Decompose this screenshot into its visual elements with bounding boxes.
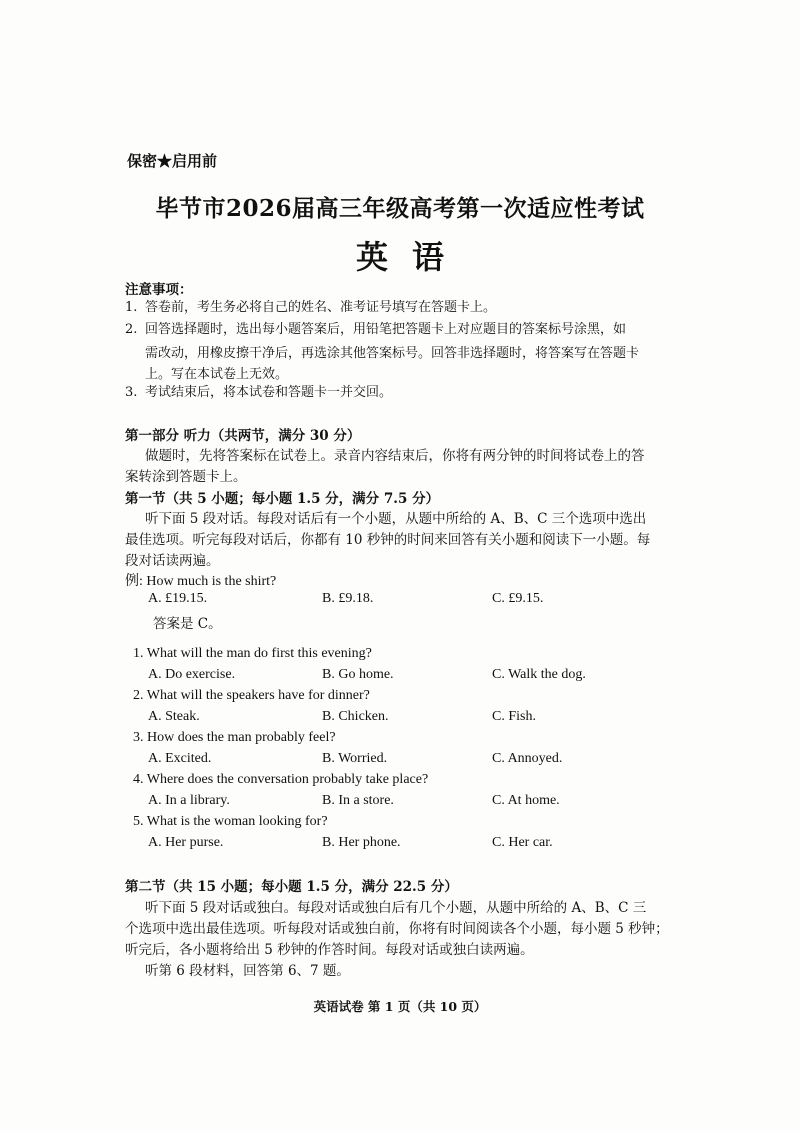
question-5-option-a: A. Her purse. <box>148 835 224 850</box>
confidential-label: 保密★启用前 <box>127 152 218 170</box>
note-item-2 <box>125 320 626 340</box>
question-2-option-c: C. Fish. <box>492 709 536 724</box>
question-5-option-b: B. Her phone. <box>322 835 401 850</box>
question-4-option-a: A. In a library. <box>148 793 230 808</box>
note-text-cont: 需改动，用橡皮擦干净后，再选涂其他答案标号。回答非选择题时，将答案写在答题卡 <box>145 346 640 361</box>
example-question: 例: How much is the shirt? <box>125 574 277 589</box>
section1-heading: 第一节（共 5 小题；每小题 1.5 分，满分 7.5 分） <box>125 491 440 507</box>
part1-intro-line: 做题时，先将答案标在试卷上。录音内容结束后，你将有两分钟的时间将试卷上的答 <box>145 448 645 464</box>
question-4-option-c: C. At home. <box>492 793 560 808</box>
example-option-b: B. £9.18. <box>322 591 374 606</box>
example-option-a: A. £19.15. <box>148 591 208 606</box>
part1-heading: 第一部分 听力（共两节，满分 30 分） <box>125 428 361 444</box>
question-1-option-a: A. Do exercise. <box>148 667 236 682</box>
example-answer: 答案是 C。 <box>153 616 222 632</box>
question-3-option-c: C. Annoyed. <box>492 751 563 766</box>
page-footer: 英语试卷 第 1 页（共 10 页） <box>313 999 487 1014</box>
exam-title: 毕节市2026届高三年级高考第一次适应性考试 <box>155 195 645 222</box>
example-option-c: C. £9.15. <box>492 591 544 606</box>
section2-instruction-line: 个选项中选出最佳选项。听每段对话或独白前，你将有时间阅读各个小题，每小题 5 秒钟； <box>125 921 669 937</box>
note-text: 考试结束后，将本试卷和答题卡一并交回。 <box>145 385 393 400</box>
note-text: 回答选择题时，选出每小题答案后，用铅笔把答题卡上对应题目的答案标号涂黑，如 <box>145 322 627 337</box>
section2-instruction-line: 听下面 5 段对话或独白。每段对话或独白后有几个小题，从题中所给的 A、B、C 三 <box>145 900 647 916</box>
notes-title: 注意事项： <box>125 282 193 298</box>
note-number: 1. <box>125 300 138 315</box>
note-text: 答卷前，考生务必将自己的姓名、准考证号填写在答题卡上。 <box>145 300 497 315</box>
question-3: 3. How does the man probably feel? <box>133 730 336 745</box>
question-3-option-b: B. Worried. <box>322 751 388 766</box>
note-number: 2. <box>125 322 138 337</box>
section2-heading: 第二节（共 15 小题；每小题 1.5 分，满分 22.5 分） <box>125 879 458 895</box>
note-text-cont: 上。写在本试卷上无效。 <box>145 367 289 382</box>
question-4: 4. Where does the conversation probably take place? <box>133 772 429 787</box>
section2-instruction-line: 听完后，各小题将给出 5 秒钟的作答时间。每段对话或独白读两遍。 <box>125 942 534 958</box>
section2-material: 听第 6 段材料，回答第 6、7 题。 <box>145 963 350 979</box>
question-5: 5. What is the woman looking for? <box>133 814 328 829</box>
question-1: 1. What will the man do first this evening? <box>133 646 372 661</box>
note-item-1 <box>125 298 496 318</box>
question-2: 2. What will the speakers have for dinner? <box>133 688 370 703</box>
part1-intro-line: 案转涂到答题卡上。 <box>125 469 247 485</box>
question-1-option-c: C. Walk the dog. <box>492 667 586 682</box>
section1-instruction-line: 段对话读两遍。 <box>125 553 220 569</box>
question-1-option-b: B. Go home. <box>322 667 394 682</box>
question-5-option-c: C. Her car. <box>492 835 553 850</box>
question-3-option-a: A. Excited. <box>148 751 212 766</box>
section1-instruction-line: 最佳选项。听完每段对话后，你都有 10 秒钟的时间来回答有关小题和阅读下一小题。每 <box>125 532 651 548</box>
question-4-option-b: B. In a store. <box>322 793 394 808</box>
section1-instruction-line: 听下面 5 段对话。每段对话后有一个小题，从题中所给的 A、B、C 三个选项中选出 <box>145 511 647 527</box>
note-number: 3. <box>125 385 138 400</box>
note-item-3 <box>125 383 392 403</box>
question-2-option-a: A. Steak. <box>148 709 200 724</box>
question-2-option-b: B. Chicken. <box>322 709 389 724</box>
subject-title: 英语 <box>355 238 468 276</box>
